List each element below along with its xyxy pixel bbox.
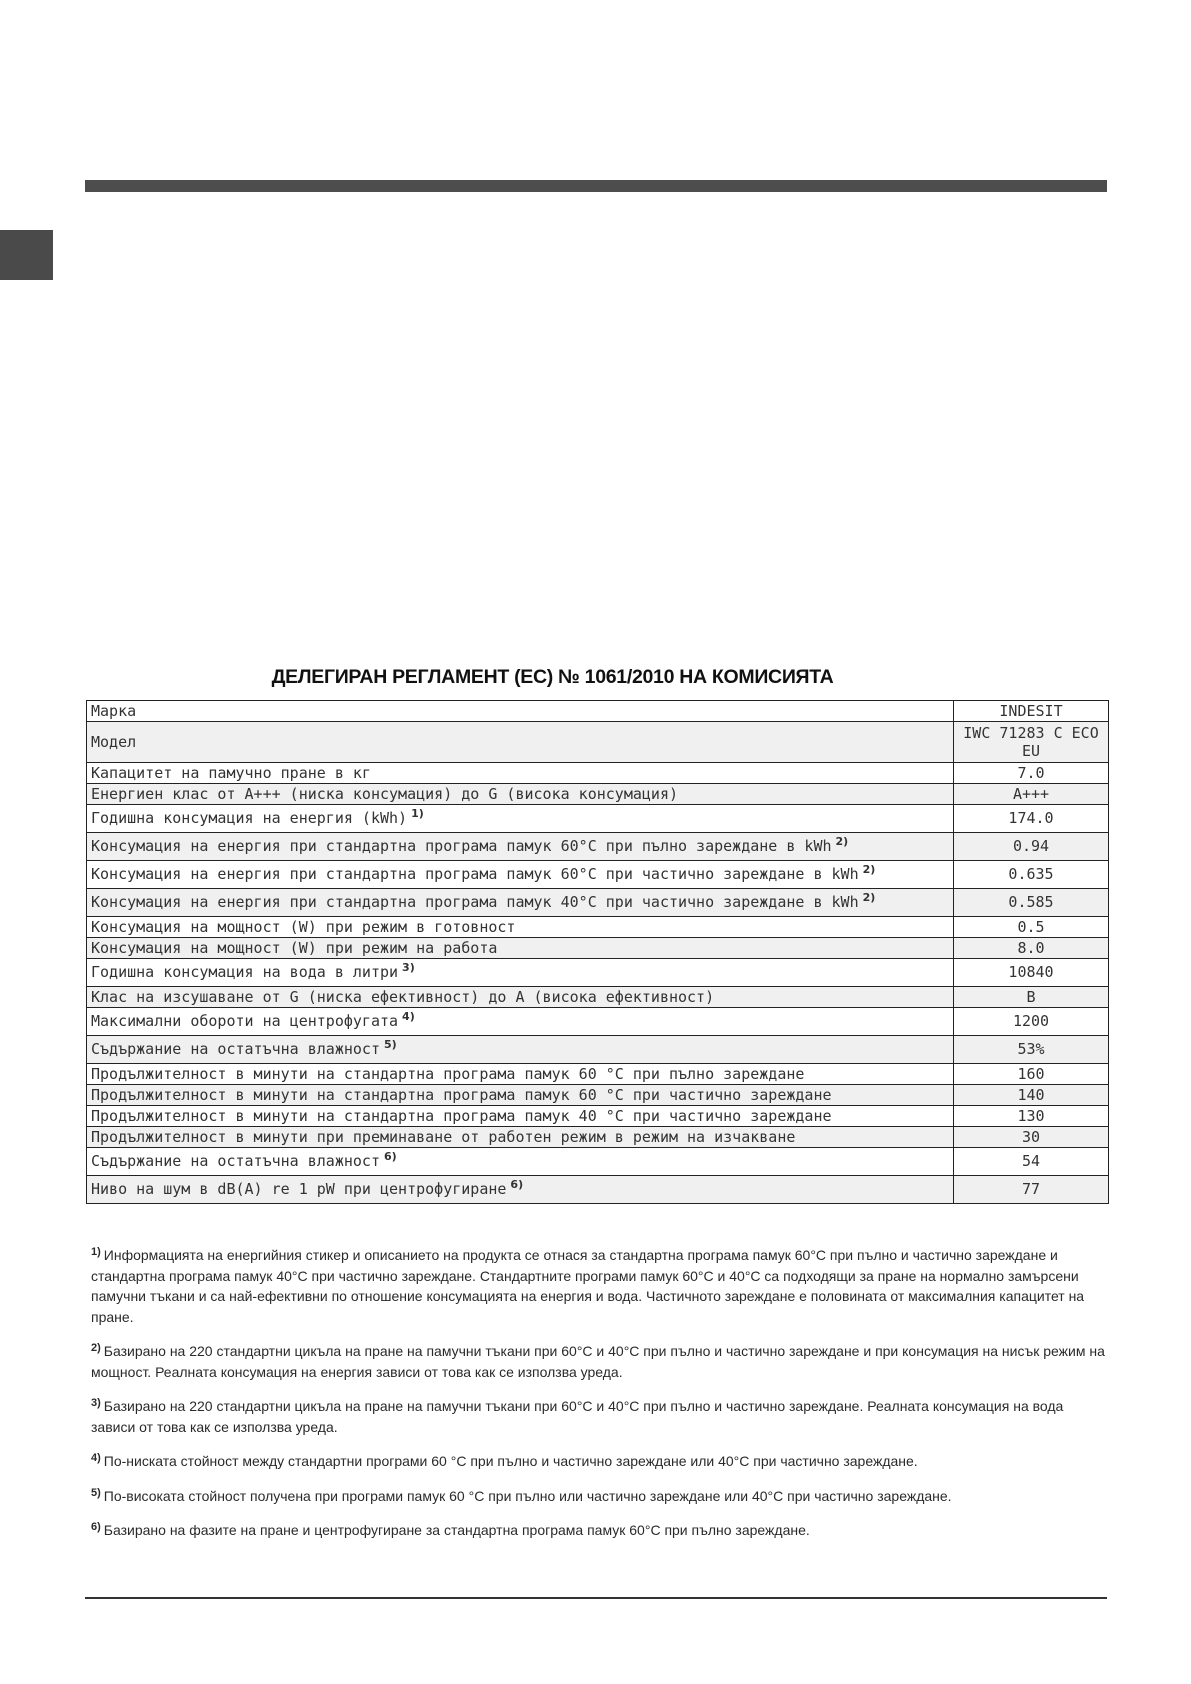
row-label: Консумация на енергия при стандартна програма памук 60°C при частично зареждане в kWh $^{2)}$ (87, 861, 954, 889)
product-spec-table (86, 700, 1109, 1204)
row-label: Клас на изсушаване от G (ниска ефективност) до А (висока ефективност) (87, 987, 954, 1008)
row-value: А+++ (954, 784, 1109, 805)
row-value: IWC 71283 C ECO EU (954, 722, 1109, 763)
row-label: Консумация на енергия при стандартна програма памук 40°C при частично зареждане в kWh $^{2)}$ (87, 889, 954, 917)
footnote-ref: 2) (835, 835, 849, 848)
row-value: 130 (954, 1106, 1109, 1127)
footnote-ref: 6) (383, 1150, 397, 1163)
footnote-ref: 6) (510, 1178, 524, 1191)
row-label: Енергиен клас от А+++ (ниска консумация) до G (висока консумация) (87, 784, 954, 805)
table-row (87, 1036, 1109, 1064)
row-value: 160 (954, 1064, 1109, 1085)
row-label: Консумация на мощност (W) при режим в готовност (87, 917, 954, 938)
table-row (87, 784, 1109, 805)
row-value: 8.0 (954, 938, 1109, 959)
table-row (87, 1008, 1109, 1036)
footer-rule (85, 1597, 1107, 1599)
footnote-text: По-ниската стойност между стандартни програми 60 °C при пълно и частично зареждане или 40°С при частично зареждане. (103, 1453, 918, 1469)
footnote-ref: 5) (383, 1038, 397, 1051)
footnote-mark: 6) (91, 1521, 101, 1533)
footnote-mark: 4) (91, 1452, 101, 1464)
footnote-ref: 4) (402, 1010, 415, 1023)
footnote-ref: 2) (862, 863, 876, 876)
footnote-ref: 3) (402, 961, 415, 974)
footnote (91, 1486, 1106, 1507)
row-value: 174.0 (954, 805, 1109, 833)
footnotes (91, 1245, 1106, 1555)
row-label: Годишна консумация на вода в литри $^{3)}$ (87, 959, 954, 987)
row-value: 7.0 (954, 763, 1109, 784)
row-label: Продължителност в минути при преминаване от работен режим в режим на изчакване (87, 1127, 954, 1148)
row-label: Модел (87, 722, 954, 763)
row-label: Консумация на мощност (W) при режим на работа (87, 938, 954, 959)
table-row (87, 938, 1109, 959)
footnote-mark: 1) (91, 1246, 101, 1258)
row-value: 1200 (954, 1008, 1109, 1036)
row-value: 0.635 (954, 861, 1109, 889)
row-value: 54 (954, 1148, 1109, 1176)
row-value: 53% (954, 1036, 1109, 1064)
footnote-text: Информацията на енергийния стикер и описанието на продукта се отнася за стандартна програма памук 60°С при пълно и частично зареждане и стандартна програма памук 40°С при частично зареждане. Стандартните програми памук 60°С и 40°С са подходящи за пране на нормално замърсени памучни тъкани и са най-ефективни по отношение консумацията на енергия и вода. Частичното зареждане е половината от максималния капацитет на пране. (91, 1247, 1085, 1325)
row-label: Капацитет на памучно пране в кг (87, 763, 954, 784)
row-label: Максимални обороти на центрофугата $^{4)}$ (87, 1008, 954, 1036)
footnote (91, 1341, 1106, 1382)
language-tab-marker (0, 230, 53, 280)
row-value: 0.94 (954, 833, 1109, 861)
table-row (87, 889, 1109, 917)
footnote-ref: 1) (411, 807, 424, 820)
footnote-text: Базирано на 220 стандартни цикъла на пране на памучни тъкани при 60°С и 40°С при пълно и частично зареждане. Реалната консумация на вода зависи от това как се използва уреда. (91, 1398, 1064, 1435)
footnote-mark: 5) (91, 1486, 101, 1499)
table-row (87, 833, 1109, 861)
table-row (87, 805, 1109, 833)
row-value: 10840 (954, 959, 1109, 987)
regulation-title: ДЕЛЕГИРАН РЕГЛАМЕНТ (ЕС) № 1061/2010 НА КОМИСИЯТА (271, 666, 834, 688)
footnote-text: По-високата стойност получена при програми памук 60 °C при пълно или частично зареждане или 40°С при частично зареждане. (103, 1487, 952, 1504)
row-value: 77 (954, 1176, 1109, 1204)
footnote-ref: 2) (862, 891, 876, 904)
table-row (87, 917, 1109, 938)
row-label: Марка (87, 701, 954, 722)
table-row (87, 701, 1109, 722)
table-row (87, 1176, 1109, 1204)
table-row (87, 722, 1109, 763)
table-row (87, 861, 1109, 889)
header-rule (85, 180, 1107, 192)
row-value: 0.585 (954, 889, 1109, 917)
row-value: 0.5 (954, 917, 1109, 938)
table-row (87, 763, 1109, 784)
table-row (87, 1085, 1109, 1106)
table-row (87, 1064, 1109, 1085)
footnote-text: Базирано на 220 стандартни цикъла на пране на памучни тъкани при 60°С и 40°С при пълно и частично зареждане и при консумация на нисък режим на мощност. Реалната консумация на енергия зависи от това как се използва уреда. (91, 1343, 1105, 1380)
footnote (91, 1520, 1106, 1541)
row-label: Годишна консумация на енергия (kWh) $^{1)}$ (87, 805, 954, 833)
row-label: Консумация на енергия при стандартна програма памук 60°C при пълно зареждане в kWh $^{2)}$ (87, 833, 954, 861)
table-row (87, 1148, 1109, 1176)
row-label: Съдържание на остатъчна влажност $^{5)}$ (87, 1036, 954, 1064)
row-label: Ниво на шум в dB(A) re 1 pW при центрофугиране $^{6)}$ (87, 1176, 954, 1204)
table-row (87, 1106, 1109, 1127)
table-row (87, 959, 1109, 987)
footnote-text: Базирано на фазите на пране и центрофугиране за стандартна програма памук 60°С при пълно зареждане. (103, 1522, 810, 1538)
footnote (91, 1451, 1106, 1472)
table-row (87, 987, 1109, 1008)
row-label: Продължителност в минути на стандартна програма памук 40 °C при частично зареждане (87, 1106, 954, 1127)
row-label: Продължителност в минути на стандартна програма памук 60 °C при пълно зареждане (87, 1064, 954, 1085)
row-value: 140 (954, 1085, 1109, 1106)
row-label: Продължителност в минути на стандартна програма памук 60 °C при частично зареждане (87, 1085, 954, 1106)
table-row (87, 1127, 1109, 1148)
footnote (91, 1396, 1106, 1437)
footnote (91, 1245, 1106, 1327)
footnote-mark: 3) (91, 1397, 101, 1409)
footnote-mark: 2) (91, 1342, 101, 1354)
row-value: B (954, 987, 1109, 1008)
row-value: 30 (954, 1127, 1109, 1148)
row-value: INDESIT (954, 701, 1109, 722)
row-label: Съдържание на остатъчна влажност $^{6)}$ (87, 1148, 954, 1176)
